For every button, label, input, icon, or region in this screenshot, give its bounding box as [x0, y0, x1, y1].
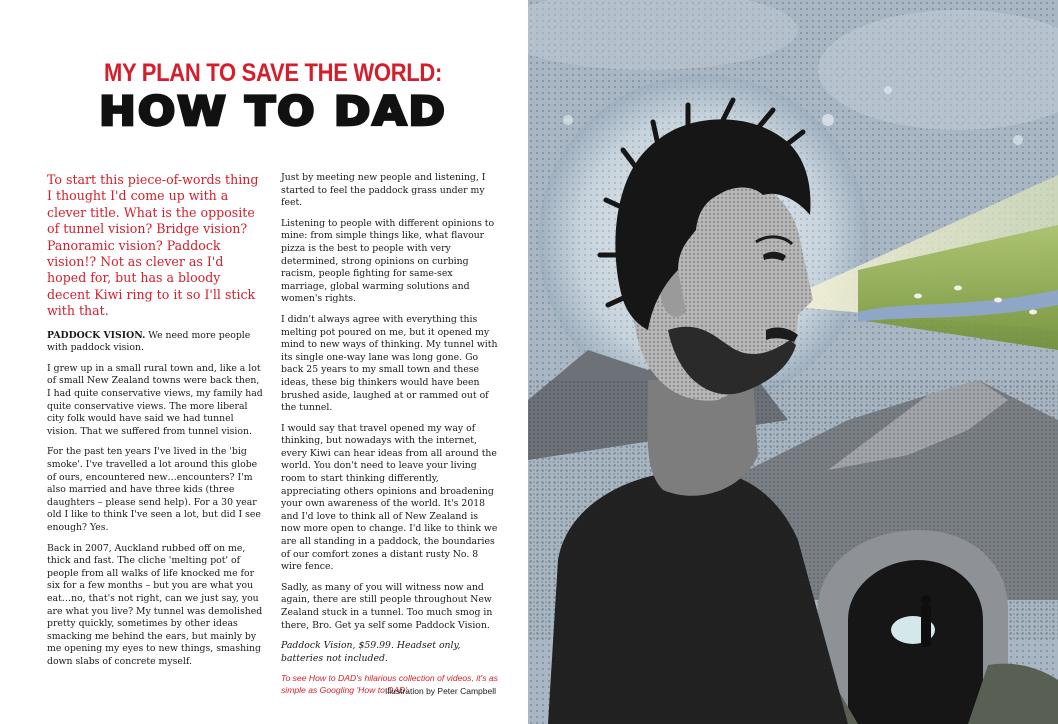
illustration-credit: Illustration by Peter Campbell — [384, 686, 496, 696]
col1-paragraph-2: I grew up in a small rural town and, like a lot of small New Zealand towns were back then, I had quite conservative views, my family had quite conservative views. The more liberal city folk would have said we had tunnel vision. That we suffered from tunnel vision. — [47, 362, 263, 437]
sheep — [1029, 310, 1037, 315]
sheep — [914, 294, 922, 299]
kicker: MY PLAN TO SAVE THE WORLD: — [103, 58, 443, 87]
col2-paragraph-3: I didn't always agree with everything this melting pot poured on me, but it opened my mind to new ways of thinking. My tunnel with its single one-way lane was long gone. Go back 25 years to my small town and these ideas, these big thinkers would have been brushed aside, laughed at or rammed out of the tunnel. — [281, 313, 498, 414]
illustration-panel — [528, 0, 1058, 724]
figure-in-tunnel — [921, 605, 931, 647]
sheep — [994, 298, 1002, 303]
col1-paragraph-4: Back in 2007, Auckland rubbed off on me, thick and fast. The cliche 'melting pot' of people from all walks of life knocked me for six for a few months – but you are what you eat…no, that's not right, can we just say, you are what you live? My tunnel was demolished pretty quickly, sometimes by other ideas smacking me behind the ears, but mainly by me opening my eyes to new things, smashing down slabs of concrete myself. — [47, 542, 263, 667]
column-1 — [47, 172, 265, 677]
sheep — [954, 286, 962, 291]
col2-paragraph-4: I would say that travel opened my way of thinking, but nowadays with the internet, every Kiwi can hear ideas from all around the world. You don't need to leave your living room to start thinking differently, appreciating others opinions and broadening your own awareness of the world. It's 2018 and I'd love to think all of New Zealand is now more open to change. I'd like to think we are all standing in a paddock, the boundaries of our comfort zones a distant rusty No. 8 wire fence. — [281, 422, 498, 573]
col2-paragraph-1: Just by meeting new people and listening, I started to feel the paddock grass under my feet. — [281, 172, 486, 209]
lead-rest: We need more people with paddock vision. — [47, 329, 251, 354]
col2-paragraph-2: Listening to people with different opinions to mine: from simple things like, what flavour pizza is the best to people with very determined, strong opinions on curbing racism, people fighting for same-sex marriage, global warming solutions and women's rights. — [281, 217, 495, 305]
col1-paragraph-1 — [47, 330, 265, 355]
product-line: Paddock Vision, $59.99. Headset only, batteries not included. — [281, 640, 461, 664]
promo-line: To see How to DAD's hilarious collection of videos, it's as simple as Googling 'How to DAD'. — [281, 673, 498, 695]
headline: HOW TO DAD — [99, 88, 447, 135]
col1-paragraph-3: For the past ten years I've lived in the 'big smoke'. I've travelled a lot around this globe of ours, encountered new…encounters? I'm also married and have three kids (three daughters – please send help). For a 30 year old I like to think I've seen a lot, but did I see enough? Yes. — [47, 446, 261, 533]
col2-paragraph-5: Sadly, as many of you will witness now and again, there are still people throughout New Zealand stuck in a tunnel. Too much smog in there, Bro. Get ya self some Paddock Vision. — [281, 581, 493, 631]
column-2 — [281, 172, 499, 704]
left-page — [0, 0, 528, 724]
illustration-svg — [528, 0, 1058, 724]
figure-head — [921, 595, 931, 605]
intro-paragraph: To start this piece-of-words thing I thought I'd come up with a clever title. What is the opposite of tunnel vision? Bridge vision? Panoramic vision? Paddock vision!? Not as clever as I'd hoped for, but has a bloody decent Kiwi ring to it so I'll stick with that. — [47, 172, 259, 319]
lead-in: PADDOCK VISION. — [47, 329, 146, 341]
